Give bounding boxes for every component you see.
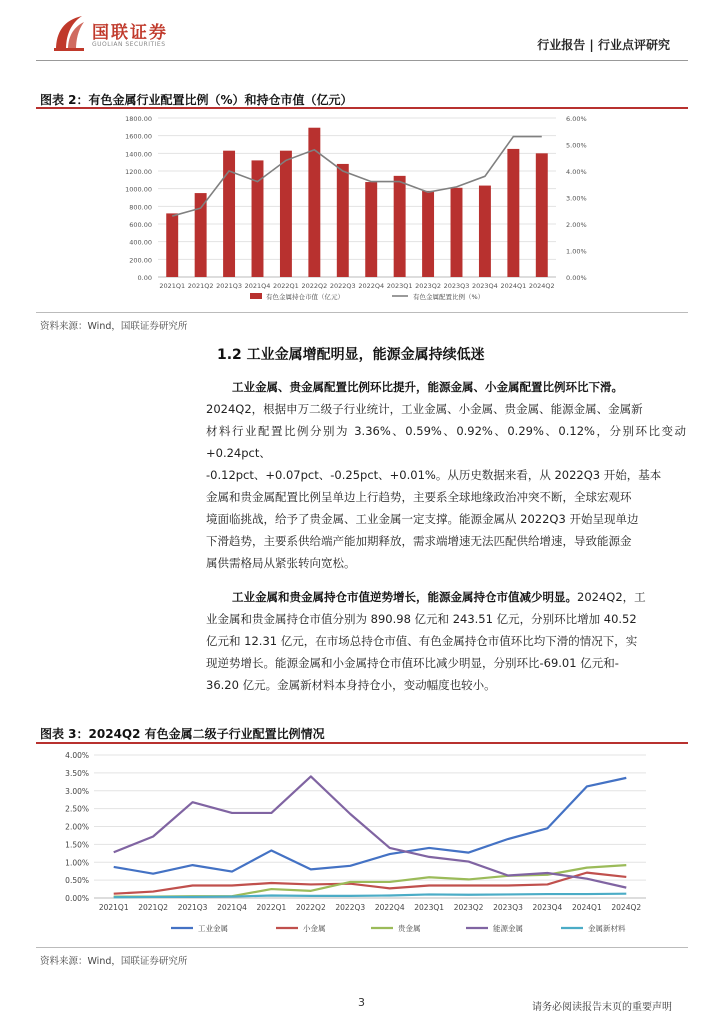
x-tick-label: 2022Q2	[301, 282, 328, 290]
figure2-chart	[36, 110, 688, 310]
line-series-贵金属	[114, 865, 627, 896]
paragraph-2-line: 现逆势增长。能源金属和小金属持仓市值环比减少明显，分别环比-69.01 亿元和-	[206, 656, 619, 670]
paragraph-1	[206, 376, 686, 574]
x-tick-label: 2022Q1	[273, 282, 299, 290]
x-tick-label: 2022Q1	[256, 903, 287, 912]
paragraph-2-line: 业金属和贵金属持仓市值分别为 890.98 亿元和 243.51 亿元，分别环比增加 40.52	[206, 612, 637, 626]
bar	[337, 164, 349, 277]
x-tick-label: 2021Q3	[177, 903, 208, 912]
figure3-title: 图表 3：2024Q2 有色金属二级子行业配置比例情况	[40, 727, 325, 741]
paragraph-1-line: 境面临挑战，给予了贵金属、工业金属一定支撑。能源金属从 2022Q3 开始呈现单边	[206, 512, 639, 526]
y-tick-label: 3.00%	[65, 786, 89, 796]
y-left-tick-label: 0.00	[137, 274, 152, 282]
figure3-title-rule	[36, 742, 688, 744]
x-tick-label: 2023Q3	[493, 903, 523, 912]
paragraph-2	[206, 586, 686, 696]
bar	[451, 188, 463, 277]
legend-label: 工业金属	[198, 924, 228, 933]
logo-text-cn: 国联证券	[92, 23, 168, 43]
figure2-title: 图表 2：有色金属行业配置比例（%）和持仓市值（亿元）	[40, 93, 353, 107]
bar	[280, 151, 292, 277]
x-tick-label: 2021Q3	[216, 282, 242, 290]
bar	[195, 193, 207, 277]
line-series-工业金属	[114, 778, 627, 874]
y-right-tick-label: 5.00%	[566, 141, 587, 150]
legend-label: 金属新材料	[588, 924, 626, 933]
legend-swatch-bar	[250, 293, 262, 299]
x-tick-label: 2023Q2	[453, 903, 484, 912]
legend-label: 有色金属配置比例（%）	[413, 293, 485, 301]
figure3-bottom-rule	[36, 947, 688, 948]
x-tick-label: 2023Q4	[532, 903, 563, 912]
y-tick-label: 1.50%	[65, 840, 89, 850]
y-right-tick-label: 3.00%	[566, 194, 587, 203]
x-tick-label: 2021Q2	[138, 903, 169, 912]
paragraph-2-line: 亿元和 12.31 亿元，在市场总持仓市值、有色金属持仓市值环比均下滑的情况下，实	[206, 634, 638, 648]
line-series-能源金属	[114, 776, 627, 887]
paragraph-1-line: 属供需格局从紧张转向宽松。	[206, 556, 356, 570]
y-left-tick-label: 400.00	[129, 238, 152, 247]
bar	[536, 153, 548, 277]
x-tick-label: 2023Q3	[443, 282, 470, 290]
logo-mark-icon	[52, 14, 86, 52]
section-title: 1.2 工业金属增配明显，能源金属持续低迷	[217, 347, 485, 363]
page-number: 3	[358, 996, 365, 1009]
x-tick-label: 2022Q3	[329, 282, 356, 290]
legend-label: 能源金属	[493, 924, 523, 933]
x-tick-label: 2021Q4	[244, 282, 271, 290]
y-tick-label: 2.50%	[65, 804, 89, 814]
y-right-tick-label: 2.00%	[566, 221, 587, 229]
y-left-tick-label: 800.00	[129, 203, 152, 212]
y-left-tick-label: 600.00	[129, 221, 152, 229]
y-right-tick-label: 1.00%	[566, 247, 587, 256]
figure3-chart	[36, 745, 688, 945]
paragraph-2-lead-tail: 2024Q2，工	[577, 590, 646, 604]
bar	[365, 182, 377, 277]
x-tick-label: 2022Q4	[358, 282, 385, 290]
y-tick-label: 4.00%	[65, 751, 89, 760]
paragraph-1-line: 2024Q2，根据申万二级子行业统计，工业金属、小金属、贵金属、能源金属、金属新	[206, 402, 643, 416]
y-tick-label: 1.00%	[65, 858, 89, 868]
x-tick-label: 2022Q2	[295, 903, 326, 912]
x-tick-label: 2024Q1	[571, 903, 602, 912]
y-left-tick-label: 1200.00	[125, 168, 152, 176]
y-tick-label: 0.00%	[65, 894, 89, 903]
y-left-tick-label: 1800.00	[125, 115, 152, 123]
figure2-source: 资料来源：Wind，国联证券研究所	[40, 321, 188, 332]
legend-label: 贵金属	[398, 924, 421, 933]
x-tick-label: 2024Q2	[611, 903, 642, 912]
x-tick-label: 2021Q1	[98, 903, 129, 912]
company-logo	[52, 14, 202, 54]
bar	[479, 186, 491, 277]
report-type: 行业报告 | 行业点评研究	[537, 38, 670, 52]
x-tick-label: 2023Q1	[414, 903, 445, 912]
figure2-title-rule	[36, 107, 688, 109]
footer-disclaimer: 请务必阅读报告末页的重要声明	[532, 1002, 672, 1013]
paragraph-1-line: -0.12pct、+0.07pct、-0.25pct、+0.01%。从历史数据来看，从 2022Q3 开始，基本	[206, 468, 662, 482]
figure2-bottom-rule	[36, 312, 688, 313]
legend-label: 有色金属持仓市值（亿元）	[266, 293, 344, 301]
figure3-source: 资料来源：Wind，国联证券研究所	[40, 956, 188, 967]
line-series-小金属	[114, 873, 627, 894]
bar	[422, 191, 434, 277]
paragraph-2-lead: 工业金属和贵金属持仓市值逆势增长，能源金属持仓市值减少明显。	[232, 590, 577, 604]
y-right-tick-label: 6.00%	[566, 115, 587, 123]
x-tick-label: 2022Q4	[374, 903, 405, 912]
paragraph-1-line: 下滑趋势，主要系供给端产能加期释放，需求端增速无法匹配供给增速，导致能源金	[206, 534, 632, 548]
paragraph-1-line: 金属和贵金属配置比例呈单边上行趋势，主要系全球地缘政治冲突不断，全球宏观环	[206, 490, 632, 504]
legend-label: 小金属	[303, 924, 326, 933]
y-left-tick-label: 1600.00	[125, 132, 152, 141]
y-right-tick-label: 4.00%	[566, 168, 587, 176]
x-tick-label: 2024Q2	[528, 282, 555, 290]
x-tick-label: 2022Q3	[335, 903, 366, 912]
x-tick-label: 2023Q1	[386, 282, 413, 290]
paragraph-1-line: 材料行业配置比例分别为 3.36%、0.59%、0.92%、0.29%、0.12%，分别环比变动+0.24pct、	[206, 424, 686, 460]
bar	[507, 149, 519, 277]
x-tick-label: 2024Q1	[500, 282, 527, 290]
x-tick-label: 2023Q2	[415, 282, 441, 290]
x-tick-label: 2021Q1	[159, 282, 186, 290]
header-divider	[36, 60, 688, 61]
y-tick-label: 2.00%	[65, 822, 89, 832]
logo-text-en: GUOLIAN SECURITIES	[92, 41, 166, 48]
x-tick-label: 2023Q4	[472, 282, 498, 290]
x-tick-label: 2021Q4	[217, 903, 247, 912]
y-right-tick-label: 0.00%	[566, 274, 587, 282]
y-tick-label: 0.50%	[65, 876, 89, 886]
bar	[166, 213, 178, 277]
paragraph-1-lead: 工业金属、贵金属配置比例环比提升，能源金属、小金属配置比例环比下滑。	[232, 380, 623, 394]
paragraph-2-line: 36.20 亿元。金属新材料本身持仓小，变动幅度也较小。	[206, 678, 496, 692]
y-left-tick-label: 1400.00	[125, 150, 152, 159]
y-tick-label: 3.50%	[65, 768, 89, 778]
y-left-tick-label: 200.00	[129, 256, 152, 265]
bar	[223, 151, 235, 277]
bar	[394, 176, 406, 277]
y-left-tick-label: 1000.00	[125, 185, 152, 194]
x-tick-label: 2021Q2	[187, 282, 214, 290]
